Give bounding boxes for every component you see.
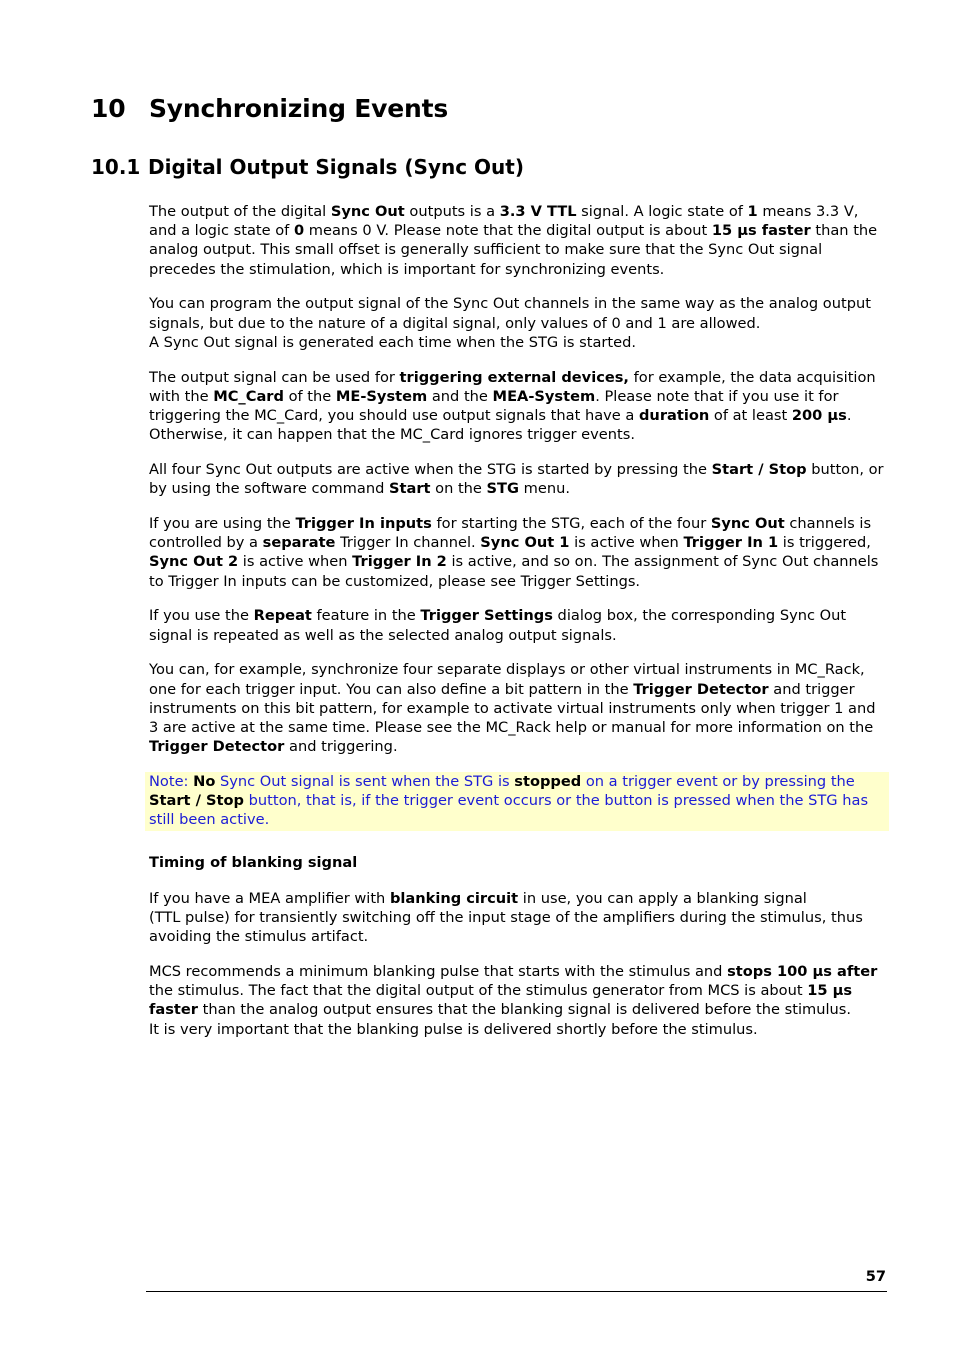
bold-term: 0 xyxy=(293,222,305,240)
footer-divider xyxy=(146,1291,887,1292)
bold-term: Trigger Detector xyxy=(633,680,769,698)
bold-term: 1 xyxy=(747,203,758,220)
note-box: Note: No Sync Out signal is sent when the STG is stopped on a trigger event or by pressing the Start / Stop button, that is, if the trigger event occurs or the button is pressed when the STG has still been active. xyxy=(145,772,889,831)
bold-term: 15 µs faster xyxy=(711,222,811,240)
bold-term: Trigger In 2 xyxy=(352,553,447,571)
paragraph: All four Sync Out outputs are active when the STG is started by pressing the Start / Stop button, or by using the software command Start on the STG menu. xyxy=(149,461,884,498)
bold-term: stopped xyxy=(514,773,582,791)
bold-term: duration xyxy=(638,407,710,425)
paragraph: If you are using the Trigger In inputs for starting the STG, each of the four Sync Out channels is controlled by a separate Trigger In channel. Sync Out 1 is active when Trigger In 1 is triggered, Sync Out 2 is active when Trigger In 2 is active, and so on. The assignment of Sync Out channels to Trigger In inputs can be customized, please see Trigger Settings. xyxy=(149,515,879,590)
paragraph: You can, for example, synchronize four separate displays or other virtual instruments in MC_Rack, one for each trigger input. You can also define a bit pattern in the Trigger Detector and trigger instruments on this bit pattern, for example to activate virtual instruments only when trigger 1 and 3 are active at the same time. Please see the MC_Rack help or manual for more information on the Trigger Detector and triggering. xyxy=(149,661,876,756)
bold-term: Repeat xyxy=(253,607,312,625)
bold-term: 15 µs faster xyxy=(149,982,853,1019)
section-heading xyxy=(91,155,524,179)
bold-term: Start xyxy=(388,480,431,498)
chapter-number: 10 xyxy=(91,94,126,123)
paragraph: If you have a MEA amplifier with blanking circuit in use, you can apply a blanking signal (TTL pulse) for transiently switching off the input stage of the amplifiers during the stimulus, thus avoiding the stimulus artifact. xyxy=(149,889,863,946)
bold-term: MC_Card xyxy=(213,387,284,405)
section-number: 10.1 xyxy=(91,155,141,179)
bold-term: stops 100 µs after xyxy=(727,963,878,981)
bold-term: blanking circuit xyxy=(389,889,519,907)
chapter-heading xyxy=(91,94,448,123)
paragraph: MCS recommends a minimum blanking pulse that starts with the stimulus and stops 100 µs after the stimulus. The fact that the digital output of the stimulus generator from MCS is about 15 µs faster than the analog output ensures that the blanking signal is delivered before the stimulus. It is very important that the blanking pulse is delivered shortly before the stimulus. xyxy=(149,963,878,1038)
section-title: Digital Output Signals (Sync Out) xyxy=(148,155,524,179)
bold-term: ME-System xyxy=(335,387,428,405)
bold-term: STG xyxy=(486,480,519,498)
bold-term: Start / Stop xyxy=(711,461,807,479)
bold-term: Sync Out 1 xyxy=(480,534,570,552)
bold-term: Trigger In 1 xyxy=(683,534,779,552)
bold-term: Sync Out xyxy=(330,203,405,220)
bold-term: Sync Out xyxy=(710,515,785,533)
chapter-title: Synchronizing Events xyxy=(149,94,449,123)
bold-term: MEA-System xyxy=(492,387,596,405)
bold-term: Trigger In inputs xyxy=(295,515,432,533)
paragraph: The output signal can be used for triggering external devices, for example, the data acquisition with the MC_Card of the ME-System and the MEA-System. Please note that if you use it for triggering the MC_Card, you should use output signals that have a duration of at least 200 µs. Otherwise, it can happen that the MC_Card ignores trigger events. xyxy=(149,368,876,444)
bold-term: No xyxy=(193,773,216,791)
paragraph: The output of the digital Sync Out outputs is a 3.3 V TTL signal. A logic state of 1 means 3.3 V, and a logic state of 0 means 0 V. Please note that the digital output is about 15 µs faster than the analog output. This small offset is generally sufficient to make sure that the Sync Out signal precedes the stimulation, which is important for synchronizing events. xyxy=(149,203,878,278)
subheading: Timing of blanking signal xyxy=(149,853,358,871)
page-number: 57 xyxy=(865,1268,886,1285)
bold-term: Sync Out 2 xyxy=(149,553,239,571)
bold-term: Trigger Detector xyxy=(149,738,285,756)
bold-term: separate xyxy=(262,534,336,552)
paragraph: You can program the output signal of the Sync Out channels in the same way as the analog output signals, but due to the nature of a digital signal, only values of 0 and 1 are allowed. A Sync Out signal is generated each time when the STG is started. xyxy=(149,295,871,351)
bold-term: triggering external devices, xyxy=(399,368,629,386)
bold-term: 3.3 V TTL xyxy=(499,203,577,220)
bold-term: Trigger Settings xyxy=(420,607,553,625)
bold-term: Start / Stop xyxy=(149,792,244,810)
paragraph: If you use the Repeat feature in the Trigger Settings dialog box, the corresponding Sync Out signal is repeated as well as the selected analog output signals. xyxy=(149,607,847,644)
bold-term: 200 µs xyxy=(791,407,847,425)
body-column xyxy=(149,202,889,1054)
